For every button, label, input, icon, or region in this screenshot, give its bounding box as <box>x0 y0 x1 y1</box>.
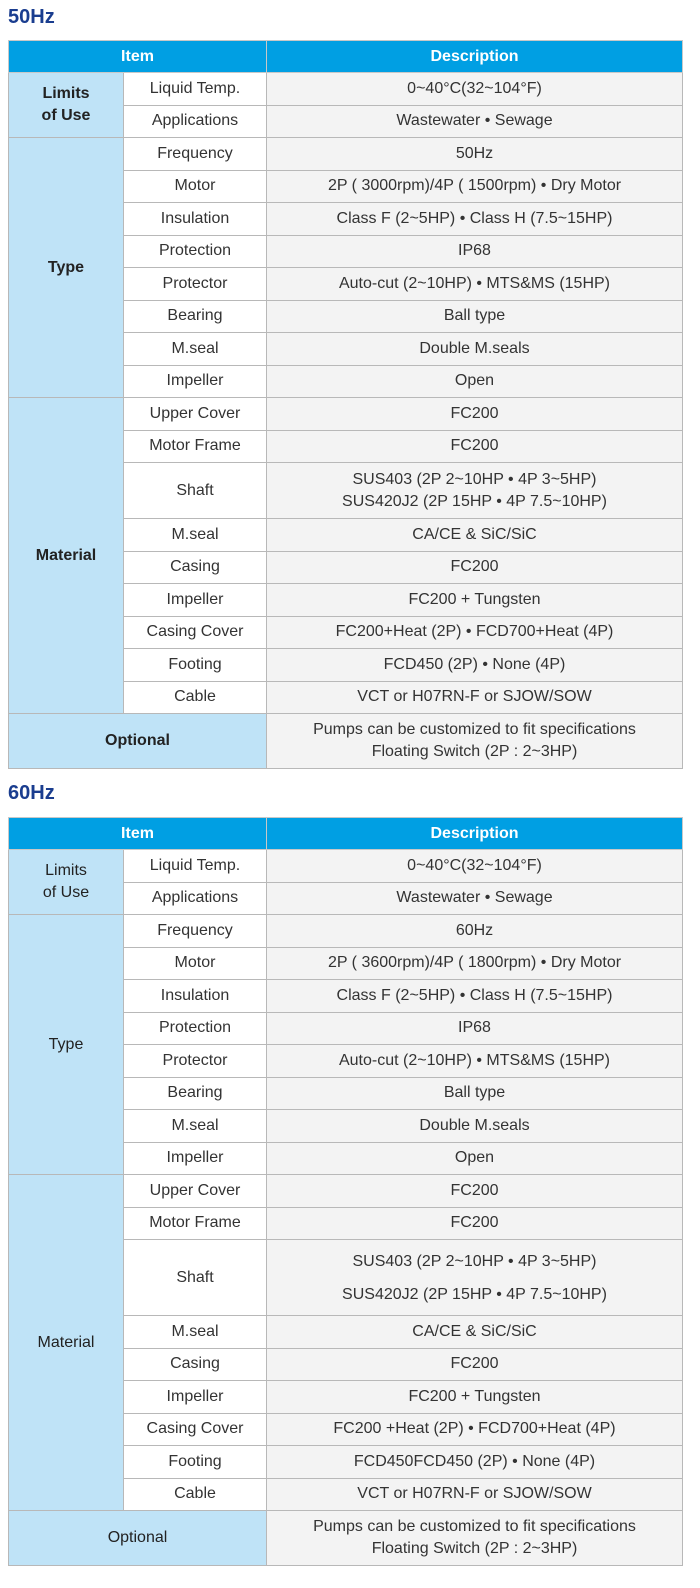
description-cell: Auto-cut (2~10HP) • MTS&MS (15HP) <box>267 1045 683 1078</box>
item-cell: M.seal <box>124 333 267 366</box>
item-cell: M.seal <box>124 1316 267 1349</box>
description-line2: Floating Switch (2P : 2~3HP) <box>371 743 578 760</box>
item-cell: Motor Frame <box>124 430 267 463</box>
description-cell: Double M.seals <box>267 1110 683 1143</box>
description-cell: CA/CE & SiC/SiC <box>267 519 683 552</box>
description-cell: FC200 <box>267 551 683 584</box>
table-row <box>9 1175 683 1208</box>
item-cell: Protection <box>124 235 267 268</box>
description-cell: 2P ( 3600rpm)/4P ( 1800rpm) • Dry Motor <box>267 947 683 980</box>
category-material: Material <box>9 398 124 714</box>
description-cell: 60Hz <box>267 915 683 948</box>
item-cell: Casing <box>124 1348 267 1381</box>
description-cell: 50Hz <box>267 138 683 171</box>
table-row-optional <box>9 1511 683 1566</box>
description-cell: 0~40°C(32~104°F) <box>267 850 683 883</box>
description-cell: FC200 <box>267 398 683 431</box>
category-label-line2: of Use <box>41 107 91 124</box>
description-cell: FC200 <box>267 430 683 463</box>
category-material: Material <box>9 1175 124 1511</box>
header-description: Description <box>267 818 683 850</box>
item-cell: Protector <box>124 1045 267 1078</box>
description-cell: FC200 + Tungsten <box>267 1381 683 1414</box>
item-cell: Bearing <box>124 1077 267 1110</box>
description-cell: Ball type <box>267 300 683 333</box>
description-line2: SUS420J2 (2P 15HP • 4P 7.5~10HP) <box>342 1285 607 1303</box>
table-row-optional <box>9 714 683 769</box>
description-cell <box>267 714 683 769</box>
description-cell: Class F (2~5HP) • Class H (7.5~15HP) <box>267 980 683 1013</box>
item-cell: Impeller <box>124 1381 267 1414</box>
table-row <box>9 398 683 431</box>
category-limits-of-use <box>9 850 124 915</box>
description-cell: 0~40°C(32~104°F) <box>267 73 683 106</box>
description-cell: FC200+Heat (2P) • FCD700+Heat (4P) <box>267 616 683 649</box>
item-cell: Protection <box>124 1012 267 1045</box>
description-line1: SUS403 (2P 2~10HP • 4P 3~5HP) <box>352 1252 597 1270</box>
item-cell: Liquid Temp. <box>124 73 267 106</box>
description-cell: FC200 <box>267 1175 683 1208</box>
description-cell: FCD450 (2P) • None (4P) <box>267 649 683 682</box>
description-cell: Double M.seals <box>267 333 683 366</box>
item-cell: Casing Cover <box>124 1413 267 1446</box>
category-limits-of-use <box>9 73 124 138</box>
item-cell: Frequency <box>124 138 267 171</box>
description-cell: FC200 + Tungsten <box>267 584 683 617</box>
description-cell <box>267 1240 683 1316</box>
item-cell: Protector <box>124 268 267 301</box>
table-row <box>9 138 683 171</box>
description-line1: SUS403 (2P 2~10HP • 4P 3~5HP) <box>352 470 597 488</box>
category-type: Type <box>9 915 124 1175</box>
description-line1: Pumps can be customized to fit specifications <box>313 1518 636 1535</box>
header-item: Item <box>9 818 267 850</box>
category-type: Type <box>9 138 124 398</box>
item-cell: Motor <box>124 170 267 203</box>
category-optional: Optional <box>9 1511 267 1566</box>
section-title-50hz: 50Hz <box>8 6 55 28</box>
item-cell: Frequency <box>124 915 267 948</box>
item-cell: Impeller <box>124 1142 267 1175</box>
description-cell: FC200 <box>267 1207 683 1240</box>
header-row <box>9 41 683 73</box>
item-cell: M.seal <box>124 1110 267 1143</box>
description-cell: IP68 <box>267 1012 683 1045</box>
header-item: Item <box>9 41 267 73</box>
description-cell: Wastewater • Sewage <box>267 105 683 138</box>
description-cell: CA/CE & SiC/SiC <box>267 1316 683 1349</box>
category-label-line1: Limits <box>42 85 90 102</box>
description-cell: Wastewater • Sewage <box>267 882 683 915</box>
spec-table-50hz <box>8 40 683 769</box>
item-cell: Bearing <box>124 300 267 333</box>
item-cell: Casing Cover <box>124 616 267 649</box>
item-cell: Motor Frame <box>124 1207 267 1240</box>
item-cell: Upper Cover <box>124 1175 267 1208</box>
description-cell: VCT or H07RN-F or SJOW/SOW <box>267 1478 683 1511</box>
description-cell: FC200 +Heat (2P) • FCD700+Heat (4P) <box>267 1413 683 1446</box>
section-title-60hz: 60Hz <box>8 782 55 804</box>
item-cell: Shaft <box>124 1240 267 1316</box>
table-row <box>9 915 683 948</box>
description-cell: Open <box>267 365 683 398</box>
item-cell: Impeller <box>124 365 267 398</box>
item-cell: Shaft <box>124 463 267 519</box>
category-label-line2: of Use <box>42 884 90 901</box>
item-cell: Applications <box>124 882 267 915</box>
description-line2: Floating Switch (2P : 2~3HP) <box>371 1540 578 1557</box>
category-optional: Optional <box>9 714 267 769</box>
item-cell: Motor <box>124 947 267 980</box>
item-cell: Impeller <box>124 584 267 617</box>
description-cell: 2P ( 3000rpm)/4P ( 1500rpm) • Dry Motor <box>267 170 683 203</box>
item-cell: Upper Cover <box>124 398 267 431</box>
description-cell: VCT or H07RN-F or SJOW/SOW <box>267 681 683 714</box>
description-cell: Ball type <box>267 1077 683 1110</box>
item-cell: Footing <box>124 649 267 682</box>
item-cell: Insulation <box>124 203 267 236</box>
item-cell: Footing <box>124 1446 267 1479</box>
table-row <box>9 850 683 883</box>
category-label-line1: Limits <box>45 862 87 879</box>
item-cell: Applications <box>124 105 267 138</box>
header-row <box>9 818 683 850</box>
description-cell: IP68 <box>267 235 683 268</box>
description-cell: FCD450FCD450 (2P) • None (4P) <box>267 1446 683 1479</box>
item-cell: Insulation <box>124 980 267 1013</box>
item-cell: Liquid Temp. <box>124 850 267 883</box>
header-description: Description <box>267 41 683 73</box>
spec-table-60hz <box>8 817 683 1566</box>
description-cell <box>267 463 683 519</box>
item-cell: Cable <box>124 1478 267 1511</box>
description-line2: SUS420J2 (2P 15HP • 4P 7.5~10HP) <box>342 492 607 510</box>
description-line1: Pumps can be customized to fit specifications <box>313 721 636 738</box>
description-cell: Open <box>267 1142 683 1175</box>
item-cell: Cable <box>124 681 267 714</box>
description-cell: Class F (2~5HP) • Class H (7.5~15HP) <box>267 203 683 236</box>
description-cell: FC200 <box>267 1348 683 1381</box>
item-cell: Casing <box>124 551 267 584</box>
description-cell: Auto-cut (2~10HP) • MTS&MS (15HP) <box>267 268 683 301</box>
description-cell <box>267 1511 683 1566</box>
item-cell: M.seal <box>124 519 267 552</box>
table-row <box>9 73 683 106</box>
